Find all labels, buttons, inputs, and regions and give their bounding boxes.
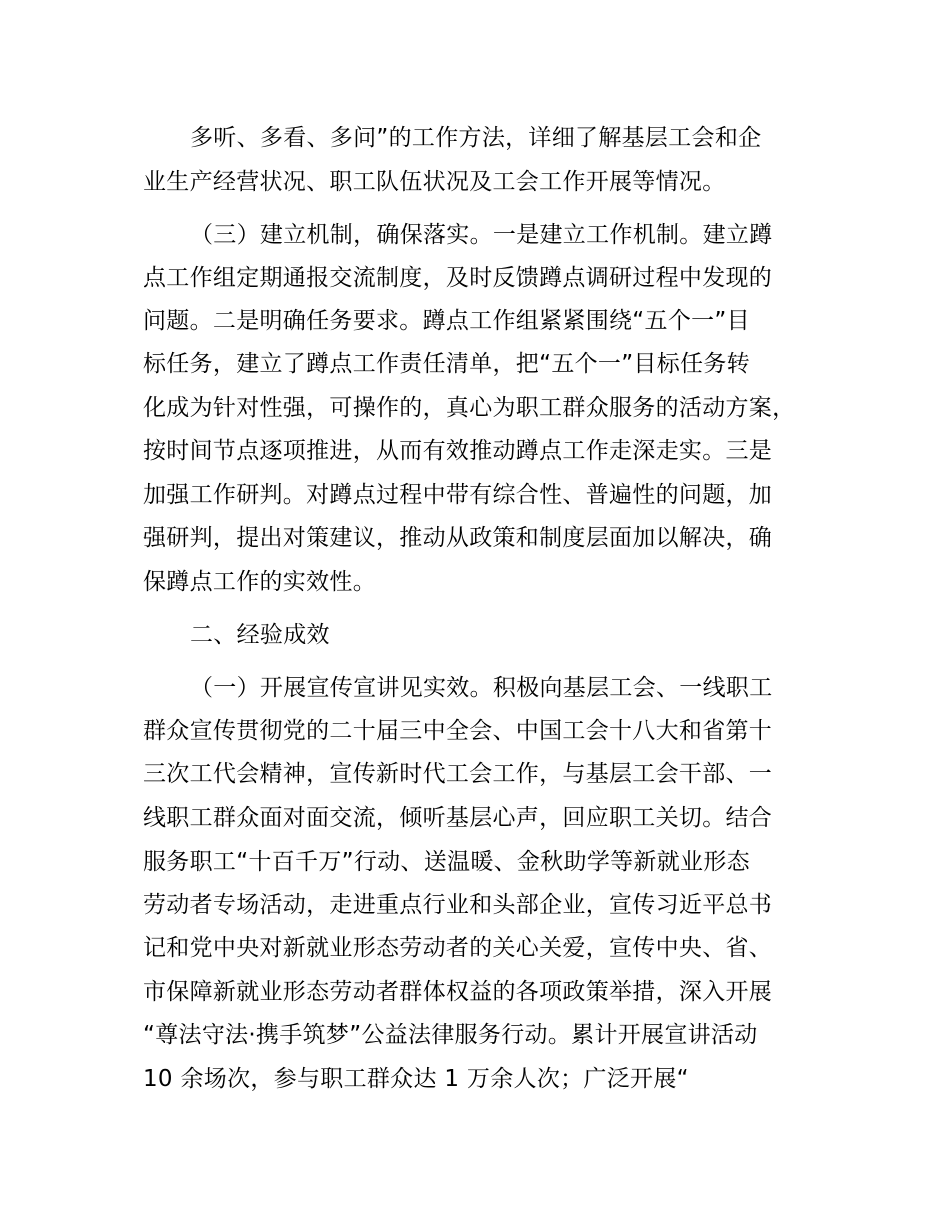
text-line: （一）开展宣传宣讲见实效。积极向基层工会、一线职工 bbox=[190, 675, 773, 701]
text-line: “尊法守法·携手筑梦”公益法律服务行动。累计开展宣讲活动 bbox=[143, 1022, 758, 1048]
text-line: 多听、多看、多问”的工作方法，详细了解基层工会和企 bbox=[190, 125, 762, 151]
text-line: 强研判，提出对策建议，推动从政策和制度层面加以解决，确 bbox=[143, 525, 773, 551]
text-line: （三）建立机制，确保落实。一是建立工作机制。建立蹲 bbox=[190, 222, 773, 248]
text-line: 三次工代会精神，宣传新时代工会工作，与基层工会干部、一 bbox=[143, 761, 773, 787]
text-line: 问题。二是明确任务要求。蹲点工作组紧紧围绕“五个一”目 bbox=[143, 308, 750, 334]
text-line: 按时间节点逐项推进，从而有效推动蹲点工作走深走实。三是 bbox=[143, 438, 773, 464]
text-line: 线职工群众面对面交流，倾听基层心声，回应职工关切。结合 bbox=[143, 805, 773, 831]
text-line: 市保障新就业形态劳动者群体权益的各项政策举措，深入开展 bbox=[143, 979, 773, 1005]
text-line: 保蹲点工作的实效性。 bbox=[143, 569, 376, 595]
text-line: 记和党中央对新就业形态劳动者的关心关爱，宣传中央、省、 bbox=[143, 935, 773, 961]
text-line: 加强工作研判。对蹲点过程中带有综合性、普遍性的问题，加 bbox=[143, 482, 773, 508]
text-line: 群众宣传贯彻党的二十届三中全会、中国工会十八大和省第十 bbox=[143, 718, 773, 744]
text-line: 标任务，建立了蹲点工作责任清单，把“五个一”目标任务转 bbox=[143, 351, 750, 377]
text-line: 化成为针对性强，可操作的，真心为职工群众服务的活动方案， bbox=[143, 395, 796, 421]
section-heading: 二、经验成效 bbox=[190, 622, 330, 648]
text-line: 劳动者专场活动，走进重点行业和头部企业，宣传习近平总书 bbox=[143, 892, 773, 918]
text-line: 10 余场次，参与职工群众达 1 万余人次；广泛开展“ bbox=[143, 1066, 689, 1092]
text-line: 点工作组定期通报交流制度，及时反馈蹲点调研过程中发现的 bbox=[143, 265, 773, 291]
text-line: 服务职工“十百千万”行动、送温暖、金秋助学等新就业形态 bbox=[143, 849, 750, 875]
text-line: 业生产经营状况、职工队伍状况及工会工作开展等情况。 bbox=[143, 169, 726, 195]
